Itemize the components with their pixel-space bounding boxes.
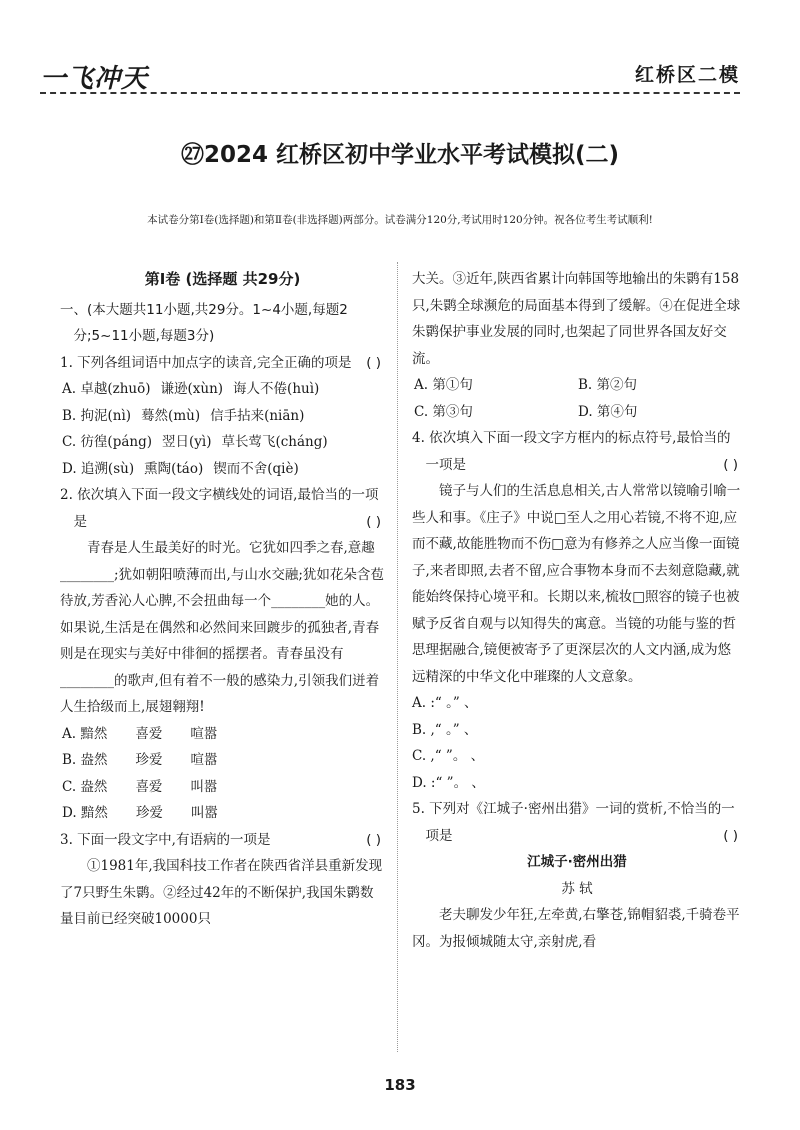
question-4-option-a: A. :“ 。” 、 (412, 695, 478, 711)
poem-author: 苏 轼 (561, 880, 593, 897)
brand-logo: 一飞冲天 (40, 64, 149, 94)
header-divider (40, 92, 740, 94)
question-2-passage: 青春是人生最美好的时光。它犹如四季之春,意趣________;犹如朝阳喷薄而出,与山水交融;犹如花朵含苞待放,芳香沁人心脾,不会扭曲每一个________她的人。如果说,生活是在偶然和必然间来回踱步的孤独者,青春则是在现实与美好中徘徊的摇摆者。青春虽没有________的歌声,但有着不一般的感染力,引领我们迸着人生拾级而上,展翅翱翔! (60, 540, 384, 715)
column-divider (397, 262, 398, 1052)
page-header (40, 46, 740, 96)
question-1-option-d: D. 追溯(sù) 熏陶(táo) 锲而不舍(qiè) (62, 460, 299, 477)
question-4-stem: 4. 依次填入下面一段文字方框内的标点符号,最恰当的一项是 ( ) (412, 430, 739, 473)
question-3-passage-continued: 大关。③近年,陕西省累计向韩国等地输出的朱鹮有158只,朱鹮全球濒危的局面基本得到了缓解。④在促进全球朱鹮保护事业发展的同时,也架起了同世界各国友好交流。 (412, 271, 741, 367)
exam-instructions: 本试卷分第Ⅰ卷(选择题)和第Ⅱ卷(非选择题)两部分。试卷满分120分,考试用时120分钟。祝各位考生考试顺利! (147, 214, 653, 226)
question-2-option-c: C. 盎然 喜爱 叫嚣 (62, 778, 218, 795)
left-column (60, 266, 385, 933)
question-1-option-b: B. 拘泥(nì) 蓦然(mù) 信手拈来(niān) (62, 407, 305, 424)
question-3-option-a: A. 第①句 (414, 377, 473, 393)
question-3-option-b: B. 第②句 (578, 377, 638, 393)
question-1-option-c: C. 彷徨(páng) 翌日(yì) 草长莺飞(cháng) (62, 434, 328, 450)
poem-title: 江城子·密州出猎 (527, 854, 627, 870)
question-4-passage: 镜子与人们的生活息息相关,古人常常以镜喻引喻一些人和事。《庄子》中说□至人之用心若镜,不将不迎,应而不藏,故能胜物而不伤□意为有修养之人应当像一面镜子,来者即照,去者不留,应合事物本身而不去刻意隐藏,就能始终保持心境平和。长期以来,梳妆□照容的镜子也被赋予反省自观与以知得失的寓意。当镜的功能与鉴的哲思理据融合,镜便被寄予了更深层次的人文内涵,成为悠远精深的中华文化中璀璨的人文意象。 (412, 483, 741, 685)
page-number: 183 (384, 1076, 416, 1094)
question-3-option-c: C. 第③句 (414, 403, 473, 420)
question-5-stem: 5. 下列对《江城子·密州出猎》一词的赏析,不恰当的一项是 ( ) (412, 801, 739, 844)
question-4-option-d: D. :“ ”。 、 (412, 774, 485, 791)
question-3-passage: ①1981年,我国科技工作者在陕西省洋县重新发现了7只野生朱鹮。②经过42年的不断保护,我国朱鹮数量目前已经突破10000只 (60, 858, 383, 927)
poem-text: 老夫聊发少年狂,左牵黄,右擎苍,锦帽貂裘,千骑卷平冈。为报倾城随太守,亲射虎,看 (412, 907, 740, 950)
page-title: ㉗2024 红桥区初中学业水平考试模拟(二) (180, 142, 620, 168)
section-title: 第Ⅰ卷 (选择题 共29分) (144, 270, 301, 288)
question-3-stem: 3. 下面一段文字中,有语病的一项是 ( ) (60, 831, 382, 848)
question-2-option-d: D. 黯然 珍爱 叫嚣 (62, 805, 218, 821)
exam-label: 红桥区二模 (634, 64, 740, 86)
question-2-option-a: A. 黯然 喜爱 喧嚣 (62, 725, 218, 742)
question-1-option-a: A. 卓越(zhuō) 谦逊(xùn) 诲人不倦(huì) (62, 381, 320, 397)
question-2-stem: 2. 依次填入下面一段文字横线处的词语,最恰当的一项是 ( ) (60, 487, 382, 530)
question-3-options (412, 372, 742, 425)
question-1-stem: 1. 下列各组词语中加点字的读音,完全正确的项是 ( ) (60, 354, 382, 371)
question-3-option-d: D. 第④句 (578, 403, 638, 420)
question-4-option-c: C. ,“ ”。 、 (412, 748, 485, 764)
part-heading: 一、(本大题共11小题,共29分。1~4小题,每题2分;5~11小题,每题3分) (60, 301, 348, 344)
right-column (412, 266, 742, 955)
question-4-option-b: B. ,“ 。” 、 (412, 721, 478, 738)
question-2-option-b: B. 盎然 珍爱 喧嚣 (62, 752, 218, 768)
